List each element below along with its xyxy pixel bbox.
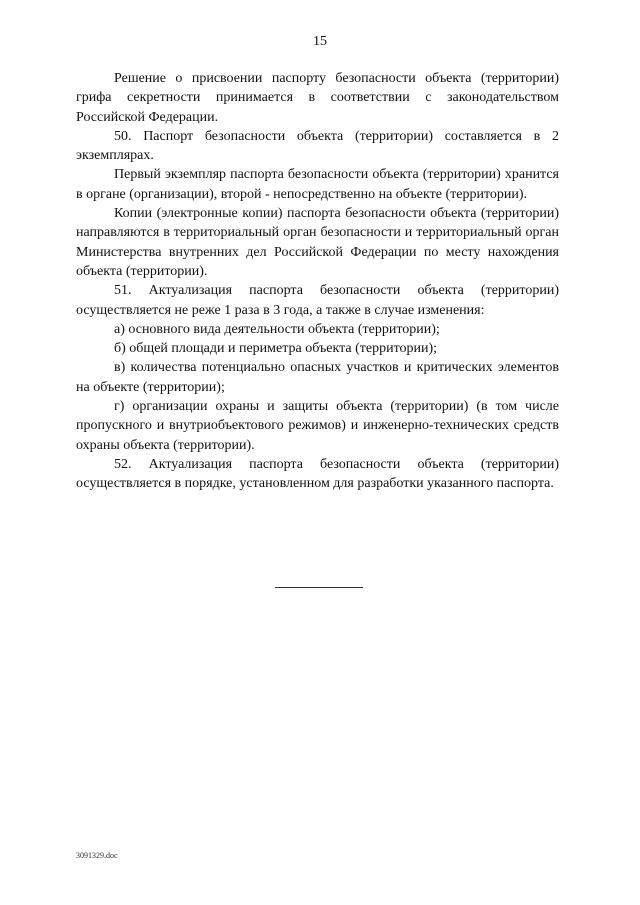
list-item-b: б) общей площади и периметра объекта (территории);: [114, 341, 438, 357]
paragraph-item-51: 51. Актуализация паспорта безопасности объекта (территории) осуществляется не реже 1 раза в 3 года, а также в случае изменения:: [76, 283, 559, 318]
paragraph-first-copy-storage: Первый экземпляр паспорта безопасности объекта (территории) хранится в органе (организации), второй - непосредственно на объекте (территории).: [76, 167, 559, 202]
list-item-a: а) основного вида деятельности объекта (территории);: [114, 321, 440, 337]
list-item-v: в) количества потенциально опасных участков и критических элементов на объекте (территории);: [76, 360, 559, 395]
paragraph-item-50: 50. Паспорт безопасности объекта (территории) составляется в 2 экземплярах.: [76, 128, 559, 164]
paragraph-item-52: 52. Актуализация паспорта безопасности объекта (территории) осуществляется в порядке, установленном для разработки указанного паспорта.: [76, 456, 559, 492]
page-number: 15: [313, 34, 327, 49]
paragraph-copies-sent: Копии (электронные копии) паспорта безопасности объекта (территории) направляются в территориальный орган безопасности и территориальный орган Министерства внутренних дел Российской Федерации по месту нахождения объекта (территории).: [76, 206, 559, 279]
list-item-g: г) организации охраны и защиты объекта (территории) (в том числе пропускного и внутриобъектового режимов) и инженерно-технических средств охраны объекта (территории).: [76, 399, 559, 453]
document-body: [76, 69, 559, 494]
paragraph-secrecy-classification: Решение о присвоении паспорту безопасности объекта (территории) грифа секретности принимается в соответствии с законодательством Российской Федерации.: [76, 71, 559, 125]
file-identifier: 3091329.doc: [76, 851, 118, 860]
end-separator-line: [275, 587, 363, 588]
